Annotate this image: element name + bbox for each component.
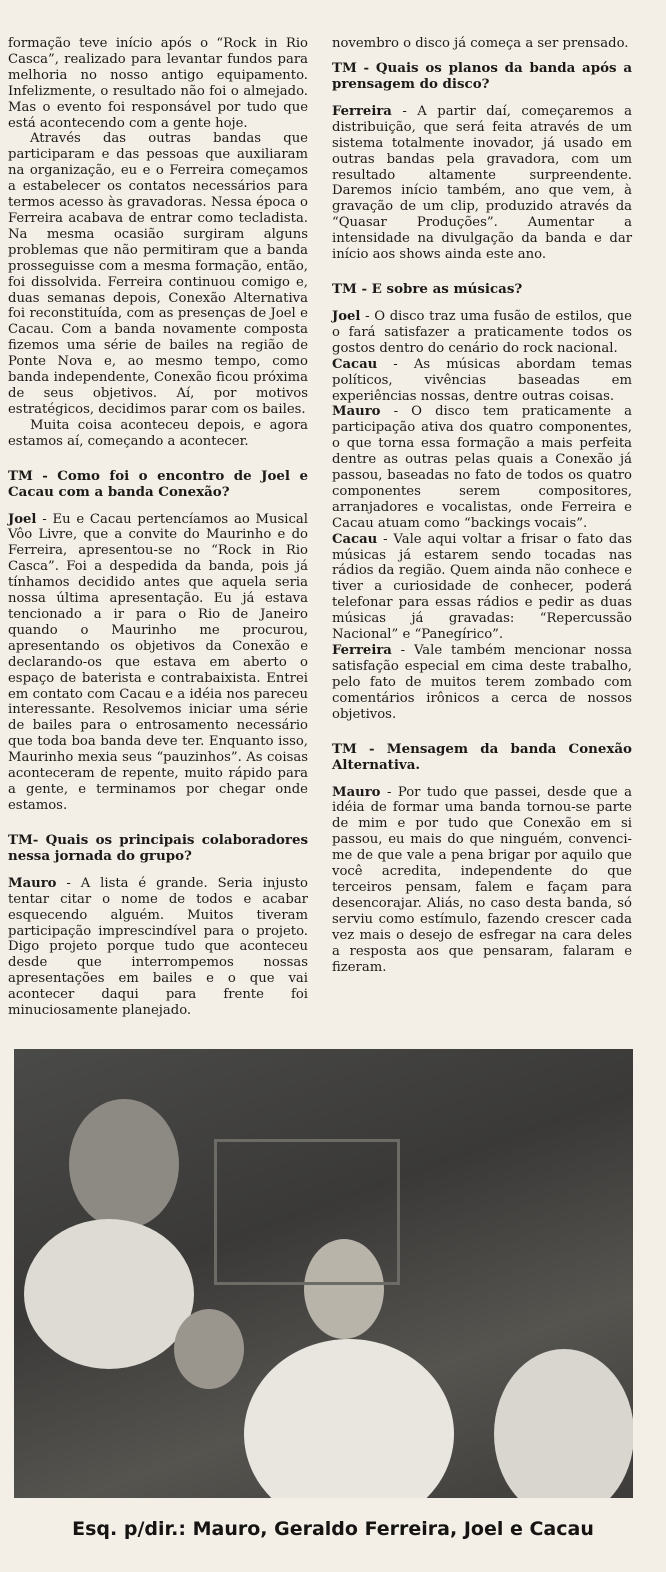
answer-text: - O disco tem praticamente a participação ativa dos quatro componentes, o que torna essa formação a mais perfeita dentre as outras pelas quais a Conexão já passou, baseadas no fato de todos os quatro componentes serem compositores, arranjadores e vocalistas, onde Ferreira e Cacau atuam como “backings vocais”. [332, 404, 632, 531]
answer-text: - A partir daí, começaremos a distribuição, que será feita através de um sistema totalmente inovador, já usado em outras bandas pela gravadora, com um resultado altamente surpreendente. Daremos início também, ano que vem, à gravação de um clip, produzido através da “Quasar Produções”. Aumentar a intensidade na divulgação da banda e dar início aos shows ainda este ano. [332, 103, 632, 263]
paragraph: Muita coisa aconteceu depois, e agora estamos aí, começando a acontecer. [8, 417, 308, 449]
answer-text: - As músicas abordam temas políticos, vivências baseadas em experiências nossas, dentre outras coisas. [332, 356, 632, 404]
interview-answer [332, 404, 632, 531]
interview-answer [332, 643, 632, 723]
speaker-name: Joel [332, 308, 361, 324]
speaker-name: Mauro [332, 784, 381, 800]
photo-figure [244, 1339, 454, 1498]
answer-text: - Vale também mencionar nossa satisfação especial em cima deste trabalho, pelo fato de muitos terem zombado com comentários irônicos a cerca de nossos objetivos. [332, 643, 632, 722]
paragraph: Através das outras bandas que participaram e das pessoas que auxiliaram na organização, eu e o Ferreira começamos a estabelecer os contatos necessários para termos acesso às gravadoras. Nessa época o Ferreira acabava de entrar como tecladista. Na mesma ocasião surgiram alguns problemas que não permitiram que a banda prosseguisse com a mesma formação, então, foi dissolvida. Ferreira continuou comigo e, duas semanas depois, Conexão Alternativa foi reconstituída, com as presenças de Joel e Cacau. Com a banda novamente composta fizemos uma série de bailes na região de Ponte Nova e, ao mesmo tempo, como banda independente, Conexão ficou próxima de seus objetivos. Aí, por motivos estratégicos, decidimos parar com os bailes. [8, 131, 308, 417]
interview-question: TM- Quais os principais colaboradores nessa jornada do grupo? [8, 831, 308, 864]
paragraph: formação teve início após o “Rock in Rio Casca”, realizado para levantar fundos para melhoria no nosso antigo equipamento. Infelizmente, o resultado não foi o almejado. Mas o evento foi responsável por tudo que está acontecendo com a gente hoje. [8, 36, 308, 131]
interview-answer [332, 532, 632, 643]
speaker-name: Cacau [332, 356, 378, 372]
answer-text: - Vale aqui voltar a frisar o fato das músicas já estarem sendo tocadas nas rádios da região. Quem ainda não conhece e tiver a curiosidade de conhecer, poderá telefonar para essas rádios e pedir as duas músicas já gravadas: “Repercussão Nacional” e “Panegírico”. [332, 531, 632, 643]
photo-figure [24, 1219, 194, 1369]
answer-text: - O disco traz uma fusão de estilos, que o fará satisfazer a praticamente todos os gostos dentro do cenário do rock nacional. [332, 308, 632, 356]
interview-answer [8, 876, 308, 1019]
speaker-name: Cacau [332, 531, 378, 547]
interview-answer [332, 357, 632, 405]
answer-text: - Por tudo que passei, desde que a idéia de formar uma banda tornou-se parte de mim e por tudo que Conexão em si passou, eu mais do que ninguém, convenci-me de que vale a pena brigar por aquilo que você acredita, independente do que terceiros pensam, falem e façam para desencorajar. Aliás, no caso desta banda, só serviu como estímulo, fazendo crescer cada vez mais o desejo de esfregar na cara deles a resposta aos que pensaram, falaram e fizeram. [332, 784, 632, 975]
interview-question: TM - E sobre as músicas? [332, 280, 523, 297]
photo-window [214, 1139, 400, 1285]
interview-answer [332, 785, 632, 976]
interview-answer [332, 104, 632, 263]
photo-figure [69, 1099, 179, 1229]
article-column-left [8, 36, 308, 1019]
speaker-name: Mauro [8, 875, 57, 891]
interview-question: TM - Como foi o encontro de Joel e Cacau com a banda Conexão? [8, 467, 308, 500]
photo-figure [174, 1309, 244, 1389]
speaker-name: Mauro [332, 404, 381, 420]
article-column-right [332, 36, 632, 975]
band-photo [14, 1049, 633, 1498]
answer-text: - Eu e Cacau pertencíamos ao Musical Vôo Livre, que a convite do Maurinho e do Ferreira, apresentou-se no “Rock in Rio Casca”. Foi a despedida da banda, pois já tínhamos decidido antes que aquela seria nossa última apresentação. Eu já estava tencionado a ir para o Rio de Janeiro quando o Maurinho me procurou, apresentando os objetivos da Conexão e declarando-os que estava em aberto o espaço de baterista e contrabaixista. Entrei em contato com Cacau e a idéia nos pareceu interessante. Resolvemos iniciar uma série de bailes para o entrosamento necessário que toda boa banda deve ter. Enquanto isso, Maurinho mexia seus “pauzinhos”. As coisas aconteceram de repente, muito rápido para a gente, e terminamos por chegar onde estamos. [8, 511, 308, 813]
photo-caption: Esq. p/dir.: Mauro, Geraldo Ferreira, Joel e Cacau [72, 1518, 594, 1540]
interview-answer [8, 512, 308, 814]
speaker-name: Ferreira [332, 103, 392, 119]
paragraph: novembro o disco já começa a ser prensado. [332, 36, 629, 51]
speaker-name: Ferreira [332, 643, 392, 658]
answer-text: - A lista é grande. Seria injusto tentar citar o nome de todos e acabar esquecendo alguém. Muitos tiveram participação imprescindível para o projeto. Digo projeto porque tudo que aconteceu desde que interrompemos nossas apresentações em bailes e o que vai acontecer daqui para frente foi minuciosamente planejado. [8, 875, 308, 1019]
interview-answer [332, 309, 632, 357]
interview-question: TM - Mensagem da banda Conexão Alternativa. [332, 740, 632, 773]
photo-figure [494, 1349, 633, 1498]
interview-question: TM - Quais os planos da banda após a prensagem do disco? [332, 59, 632, 92]
speaker-name: Joel [8, 511, 37, 527]
